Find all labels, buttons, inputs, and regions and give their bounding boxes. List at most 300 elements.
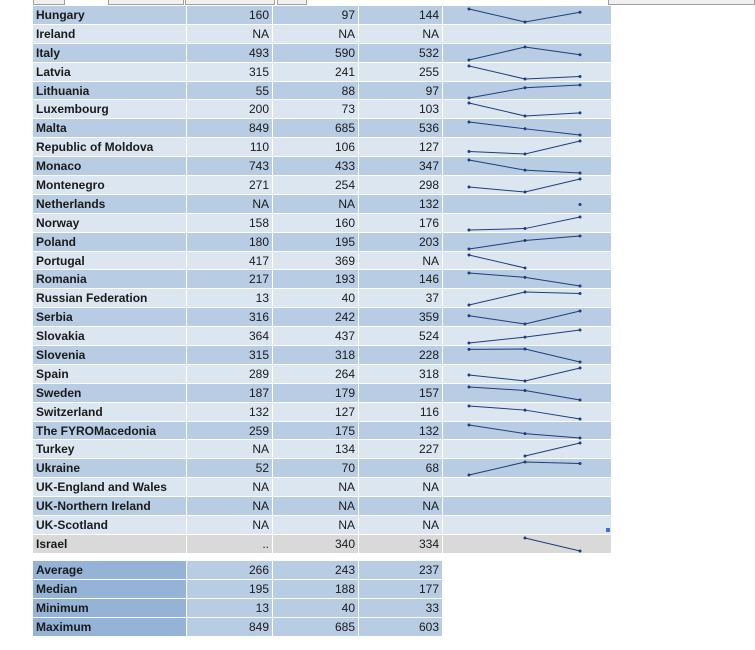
value-cell[interactable]: 73 — [341, 102, 355, 117]
value-cell[interactable]: 334 — [418, 536, 439, 551]
value-cell[interactable]: 200 — [248, 102, 269, 117]
table-row — [33, 82, 611, 101]
value-cell[interactable]: 259 — [248, 423, 269, 438]
value-cell[interactable]: 106 — [334, 140, 355, 155]
sparkline-point — [579, 442, 582, 445]
summary-label[interactable]: Maximum — [33, 618, 186, 637]
country-cell[interactable]: Malta — [36, 121, 67, 136]
sparkline-point — [579, 436, 582, 439]
table-row — [33, 252, 611, 271]
value-cell[interactable]: NA — [422, 26, 439, 41]
value-cell[interactable]: .. — [262, 536, 269, 551]
cell-divider — [186, 599, 187, 618]
sparkline-path — [469, 311, 580, 324]
value-cell[interactable]: NA — [252, 480, 269, 495]
cell-divider — [358, 535, 359, 554]
summary-value[interactable]: 33 — [358, 599, 442, 618]
summary-label[interactable]: Average — [33, 561, 186, 580]
sparkline-point — [524, 389, 527, 392]
country-cell[interactable]: Lithuania — [36, 83, 90, 98]
value-cell[interactable]: 187 — [248, 385, 269, 400]
value-cell[interactable]: 55 — [255, 83, 269, 98]
value-cell[interactable]: 68 — [425, 461, 439, 476]
cell-divider — [272, 157, 273, 176]
value-cell[interactable]: 132 — [418, 423, 439, 438]
value-cell[interactable]: 146 — [418, 272, 439, 287]
sparkline-point — [524, 239, 527, 242]
value-cell[interactable]: 316 — [248, 310, 269, 325]
table-row — [33, 308, 611, 327]
cell-divider — [358, 44, 359, 63]
sparkline-point — [524, 323, 527, 326]
value-cell[interactable]: 318 — [334, 348, 355, 363]
value-cell[interactable]: 160 — [248, 8, 269, 22]
summary-value[interactable]: 237 — [358, 561, 442, 580]
cell-divider — [272, 233, 273, 252]
sparkline-path — [469, 349, 580, 362]
sparkline-path — [469, 103, 580, 116]
sparkline — [442, 346, 611, 365]
sparkline — [442, 459, 611, 478]
sparkline-path — [469, 368, 580, 381]
table-row — [33, 233, 611, 252]
country-cell[interactable]: UK-Northern Ireland — [36, 499, 151, 514]
sparkline — [442, 384, 611, 403]
value-cell[interactable]: 127 — [334, 404, 355, 419]
cell-divider — [358, 561, 359, 580]
cell-divider — [186, 384, 187, 403]
sparkline — [442, 119, 611, 138]
sparkline-path — [469, 425, 580, 438]
cell-divider — [358, 176, 359, 195]
cell-divider — [272, 214, 273, 233]
sparkline-point — [579, 292, 582, 295]
cell-divider — [358, 440, 359, 459]
cell-divider — [358, 308, 359, 327]
country-cell[interactable]: Republic of Moldova — [36, 140, 154, 155]
cell-divider — [358, 157, 359, 176]
summary-label[interactable]: Minimum — [33, 599, 186, 618]
value-cell[interactable]: NA — [252, 196, 269, 211]
cell-divider — [358, 422, 359, 441]
sparkline-point — [579, 140, 582, 143]
country-cell[interactable]: Serbia — [36, 310, 73, 325]
sparkline-point — [579, 83, 582, 86]
cell-divider — [272, 516, 273, 535]
country-cell[interactable]: Portugal — [36, 253, 85, 268]
sparkline-path — [469, 273, 580, 286]
sparkline — [442, 365, 611, 384]
sparkline — [442, 6, 611, 25]
value-cell[interactable]: 743 — [248, 159, 269, 174]
value-cell[interactable]: 116 — [419, 404, 439, 419]
country-cell[interactable]: Netherlands — [36, 196, 106, 211]
cell-divider — [358, 25, 359, 44]
sparkline-point — [468, 247, 471, 250]
sparkline-point — [524, 169, 527, 172]
country-cell[interactable]: Monaco — [36, 159, 82, 174]
country-cell[interactable]: Ireland — [36, 26, 76, 41]
country-cell[interactable]: Ukraine — [36, 461, 81, 476]
value-cell[interactable]: 493 — [248, 45, 269, 60]
value-cell[interactable]: 103 — [418, 102, 439, 117]
cell-divider — [358, 384, 359, 403]
cell-divider — [272, 252, 273, 271]
cell-divider — [186, 100, 187, 119]
value-cell[interactable]: 298 — [418, 178, 439, 193]
value-cell[interactable]: 13 — [255, 291, 269, 306]
cell-divider — [272, 195, 273, 214]
country-cell[interactable]: Israel — [36, 536, 68, 551]
sparkline — [442, 308, 611, 327]
country-cell[interactable]: Latvia — [36, 64, 71, 79]
country-cell[interactable]: Italy — [36, 45, 61, 60]
sparkline-point — [579, 203, 582, 206]
value-cell[interactable]: 254 — [334, 178, 355, 193]
table-row — [33, 176, 611, 195]
value-cell[interactable]: NA — [422, 499, 439, 514]
summary-value[interactable]: 266 — [186, 561, 272, 580]
country-cell[interactable]: UK-Scotland — [36, 518, 108, 533]
cell-divider — [272, 270, 273, 289]
value-cell[interactable]: 97 — [341, 8, 355, 22]
cell-divider — [358, 252, 359, 271]
summary-value[interactable]: 195 — [186, 580, 272, 599]
value-cell[interactable]: 127 — [418, 140, 439, 155]
cell-divider — [186, 365, 187, 384]
sparkline-point — [468, 253, 471, 256]
value-cell[interactable]: 157 — [418, 385, 439, 400]
country-cell[interactable]: Turkey — [36, 442, 75, 457]
header-segment — [33, 0, 65, 5]
value-cell[interactable]: 176 — [418, 215, 439, 230]
value-cell[interactable]: 88 — [341, 83, 355, 98]
value-cell[interactable]: 289 — [248, 366, 269, 381]
value-cell[interactable]: 590 — [334, 45, 355, 60]
sparkline-point — [524, 408, 527, 411]
value-cell[interactable]: 849 — [248, 121, 269, 136]
table-row — [33, 516, 611, 535]
cell-divider — [186, 252, 187, 271]
value-cell[interactable]: 315 — [248, 348, 269, 363]
cell-divider — [186, 289, 187, 308]
resize-handle[interactable] — [606, 528, 610, 532]
cell-divider — [186, 618, 187, 637]
sparkline — [442, 478, 611, 497]
cell-divider — [272, 384, 273, 403]
cell-divider — [358, 233, 359, 252]
table-row — [33, 44, 611, 63]
country-cell[interactable]: Montenegro — [36, 178, 105, 193]
cell-divider — [358, 346, 359, 365]
sparkline-point — [468, 58, 471, 61]
table-row — [33, 195, 611, 214]
value-cell[interactable]: 193 — [334, 272, 355, 287]
summary-value[interactable]: 603 — [358, 618, 442, 637]
value-cell[interactable]: NA — [422, 480, 439, 495]
summary-row — [33, 618, 442, 637]
value-cell[interactable]: 255 — [418, 64, 439, 79]
value-cell[interactable]: 347 — [418, 159, 439, 174]
sparkline-point — [579, 75, 582, 78]
country-cell[interactable]: Spain — [36, 366, 69, 381]
value-cell[interactable]: 179 — [334, 385, 355, 400]
value-cell[interactable]: 364 — [248, 329, 269, 344]
cell-divider — [186, 6, 187, 25]
sparkline-point — [524, 86, 527, 89]
sparkline — [442, 516, 611, 535]
summary-label[interactable]: Median — [33, 580, 186, 599]
value-cell[interactable]: 536 — [418, 121, 439, 136]
cell-divider — [186, 327, 187, 346]
country-cell[interactable]: Norway — [36, 215, 80, 230]
sparkline-point — [524, 276, 527, 279]
cell-divider — [272, 82, 273, 101]
table-row — [33, 138, 611, 157]
cell-divider — [272, 138, 273, 157]
table-row — [33, 214, 611, 233]
sparkline-path — [469, 462, 580, 475]
sparkline — [442, 82, 611, 101]
value-cell[interactable]: 195 — [334, 234, 355, 249]
country-cell[interactable]: Russian Federation — [36, 291, 148, 306]
cell-divider — [186, 195, 187, 214]
sparkline-point — [468, 348, 471, 351]
value-cell[interactable]: 241 — [334, 64, 355, 79]
value-cell[interactable]: 227 — [418, 442, 439, 457]
cell-divider — [272, 100, 273, 119]
sparkline-point — [579, 172, 582, 175]
header-segment — [277, 0, 307, 5]
value-cell[interactable]: 242 — [334, 310, 355, 325]
sparkline-point — [524, 21, 527, 24]
sparkline-point — [524, 191, 527, 194]
value-cell[interactable]: 158 — [248, 215, 269, 230]
data-table — [33, 6, 611, 554]
cell-divider — [186, 497, 187, 516]
table-row — [33, 346, 611, 365]
sparkline-point — [468, 150, 471, 153]
cell-divider — [186, 176, 187, 195]
cell-divider — [272, 535, 273, 554]
value-cell[interactable]: 433 — [334, 159, 355, 174]
country-cell[interactable]: Luxembourg — [36, 102, 109, 117]
value-cell[interactable]: 340 — [334, 536, 355, 551]
value-cell[interactable]: 685 — [334, 121, 355, 136]
value-cell[interactable]: 175 — [334, 423, 355, 438]
sparkline-point — [468, 272, 471, 275]
sparkline — [442, 252, 611, 271]
value-cell[interactable]: 70 — [341, 461, 355, 476]
sparkline-point — [524, 227, 527, 230]
value-cell[interactable]: 437 — [334, 329, 355, 344]
summary-value[interactable]: 849 — [186, 618, 272, 637]
sparkline-point — [524, 455, 527, 458]
sparkline — [442, 440, 611, 459]
country-cell[interactable]: Sweden — [36, 385, 82, 400]
sparkline-point — [579, 234, 582, 237]
value-cell[interactable]: 264 — [334, 366, 355, 381]
sparkline-point — [524, 348, 527, 351]
cell-divider — [272, 327, 273, 346]
value-cell[interactable]: 271 — [248, 178, 269, 193]
summary-value[interactable]: 188 — [272, 580, 358, 599]
value-cell[interactable]: 359 — [418, 310, 439, 325]
sparkline — [442, 270, 611, 289]
value-cell[interactable]: NA — [252, 499, 269, 514]
value-cell[interactable]: 110 — [249, 140, 269, 155]
cell-divider — [358, 214, 359, 233]
value-cell[interactable]: 180 — [248, 234, 269, 249]
cell-divider — [358, 599, 359, 618]
value-cell[interactable]: NA — [252, 518, 269, 533]
sparkline-point — [579, 310, 582, 313]
summary-value[interactable]: 40 — [272, 599, 358, 618]
cell-divider — [186, 516, 187, 535]
cell-divider — [272, 403, 273, 422]
country-cell[interactable]: Romania — [36, 272, 87, 287]
sparkline — [442, 25, 611, 44]
cell-divider — [358, 618, 359, 637]
sparkline-path — [469, 255, 525, 268]
cell-divider — [358, 289, 359, 308]
cell-divider — [186, 119, 187, 138]
summary-value[interactable]: 13 — [186, 599, 272, 618]
cell-divider — [272, 346, 273, 365]
sparkline-path — [469, 141, 580, 154]
table-row — [33, 289, 611, 308]
country-cell[interactable]: Poland — [36, 234, 77, 249]
country-cell[interactable]: Switzerland — [36, 404, 103, 419]
cell-divider — [186, 580, 187, 599]
value-cell[interactable]: NA — [422, 518, 439, 533]
cell-divider — [358, 516, 359, 535]
sparkline — [442, 44, 611, 63]
value-cell[interactable]: NA — [338, 26, 355, 41]
sparkline-point — [524, 128, 527, 131]
cell-divider — [358, 138, 359, 157]
cell-divider — [272, 599, 273, 618]
table-row — [33, 535, 611, 554]
sparkline-path — [469, 66, 580, 79]
table-row — [33, 459, 611, 478]
sparkline-point — [524, 379, 527, 382]
value-cell[interactable]: 40 — [341, 291, 355, 306]
value-cell[interactable]: 52 — [255, 461, 269, 476]
sparkline-point — [524, 336, 527, 339]
sparkline — [442, 195, 611, 214]
country-cell[interactable]: UK-England and Wales — [36, 480, 167, 495]
country-cell[interactable]: The FYROMacedonia — [36, 423, 157, 438]
sparkline-point — [579, 134, 582, 137]
cell-divider — [272, 289, 273, 308]
cell-divider — [272, 422, 273, 441]
value-cell[interactable]: 228 — [418, 348, 439, 363]
sparkline — [442, 289, 611, 308]
value-cell[interactable]: NA — [422, 253, 439, 268]
sparkline — [442, 176, 611, 195]
country-cell[interactable]: Slovakia — [36, 329, 85, 344]
summary-value[interactable]: 685 — [272, 618, 358, 637]
value-cell[interactable]: 132 — [418, 196, 439, 211]
cell-divider — [272, 6, 273, 25]
value-cell[interactable]: 144 — [418, 8, 439, 22]
value-cell[interactable]: 160 — [334, 215, 355, 230]
sparkline-path — [469, 236, 580, 249]
table-row — [33, 403, 611, 422]
value-cell[interactable]: 318 — [418, 366, 439, 381]
sparkline-point — [579, 329, 582, 332]
sparkline — [442, 403, 611, 422]
value-cell[interactable]: 315 — [248, 64, 269, 79]
country-cell[interactable]: Hungary — [36, 8, 85, 22]
value-cell[interactable]: 132 — [248, 404, 269, 419]
value-cell[interactable]: NA — [252, 26, 269, 41]
value-cell[interactable]: NA — [338, 196, 355, 211]
summary-value[interactable]: 177 — [358, 580, 442, 599]
value-cell[interactable]: NA — [252, 442, 269, 457]
country-cell[interactable]: Slovenia — [36, 348, 86, 363]
cell-divider — [358, 327, 359, 346]
cell-divider — [186, 459, 187, 478]
sparkline-point — [524, 266, 527, 269]
cell-divider — [358, 195, 359, 214]
table-row — [33, 63, 611, 82]
cell-divider — [272, 308, 273, 327]
value-cell[interactable]: 134 — [334, 442, 355, 457]
sparkline — [442, 157, 611, 176]
cell-divider — [358, 270, 359, 289]
sparkline-point — [524, 77, 527, 80]
value-cell[interactable]: NA — [338, 480, 355, 495]
cell-divider — [186, 308, 187, 327]
value-cell[interactable]: 417 — [248, 253, 269, 268]
value-cell[interactable]: NA — [338, 499, 355, 514]
value-cell[interactable]: 369 — [334, 253, 355, 268]
value-cell[interactable]: 97 — [425, 83, 439, 98]
sparkline — [442, 63, 611, 82]
sparkline-point — [579, 53, 582, 56]
value-cell[interactable]: 524 — [418, 329, 439, 344]
cell-divider — [272, 459, 273, 478]
cell-divider — [272, 618, 273, 637]
summary-row — [33, 561, 442, 580]
sparkline-point — [579, 417, 582, 420]
summary-value[interactable]: 243 — [272, 561, 358, 580]
cell-divider — [186, 440, 187, 459]
sparkline-point — [468, 185, 471, 188]
cell-divider — [186, 214, 187, 233]
value-cell[interactable]: 203 — [418, 234, 439, 249]
cell-divider — [358, 403, 359, 422]
value-cell[interactable]: 217 — [248, 272, 269, 287]
value-cell[interactable]: 532 — [418, 45, 439, 60]
cell-divider — [358, 6, 359, 25]
sparkline — [442, 497, 611, 516]
header-segment — [108, 0, 184, 5]
sparkline-point — [468, 385, 471, 388]
sparkline-path — [469, 292, 580, 305]
sparkline-point — [468, 315, 471, 318]
table-row — [33, 25, 611, 44]
sparkline-point — [579, 361, 582, 364]
value-cell[interactable]: NA — [338, 518, 355, 533]
sparkline-point — [524, 291, 527, 294]
value-cell[interactable]: 37 — [425, 291, 439, 306]
sparkline — [442, 327, 611, 346]
sparkline-point — [468, 121, 471, 124]
sparkline-point — [468, 404, 471, 407]
